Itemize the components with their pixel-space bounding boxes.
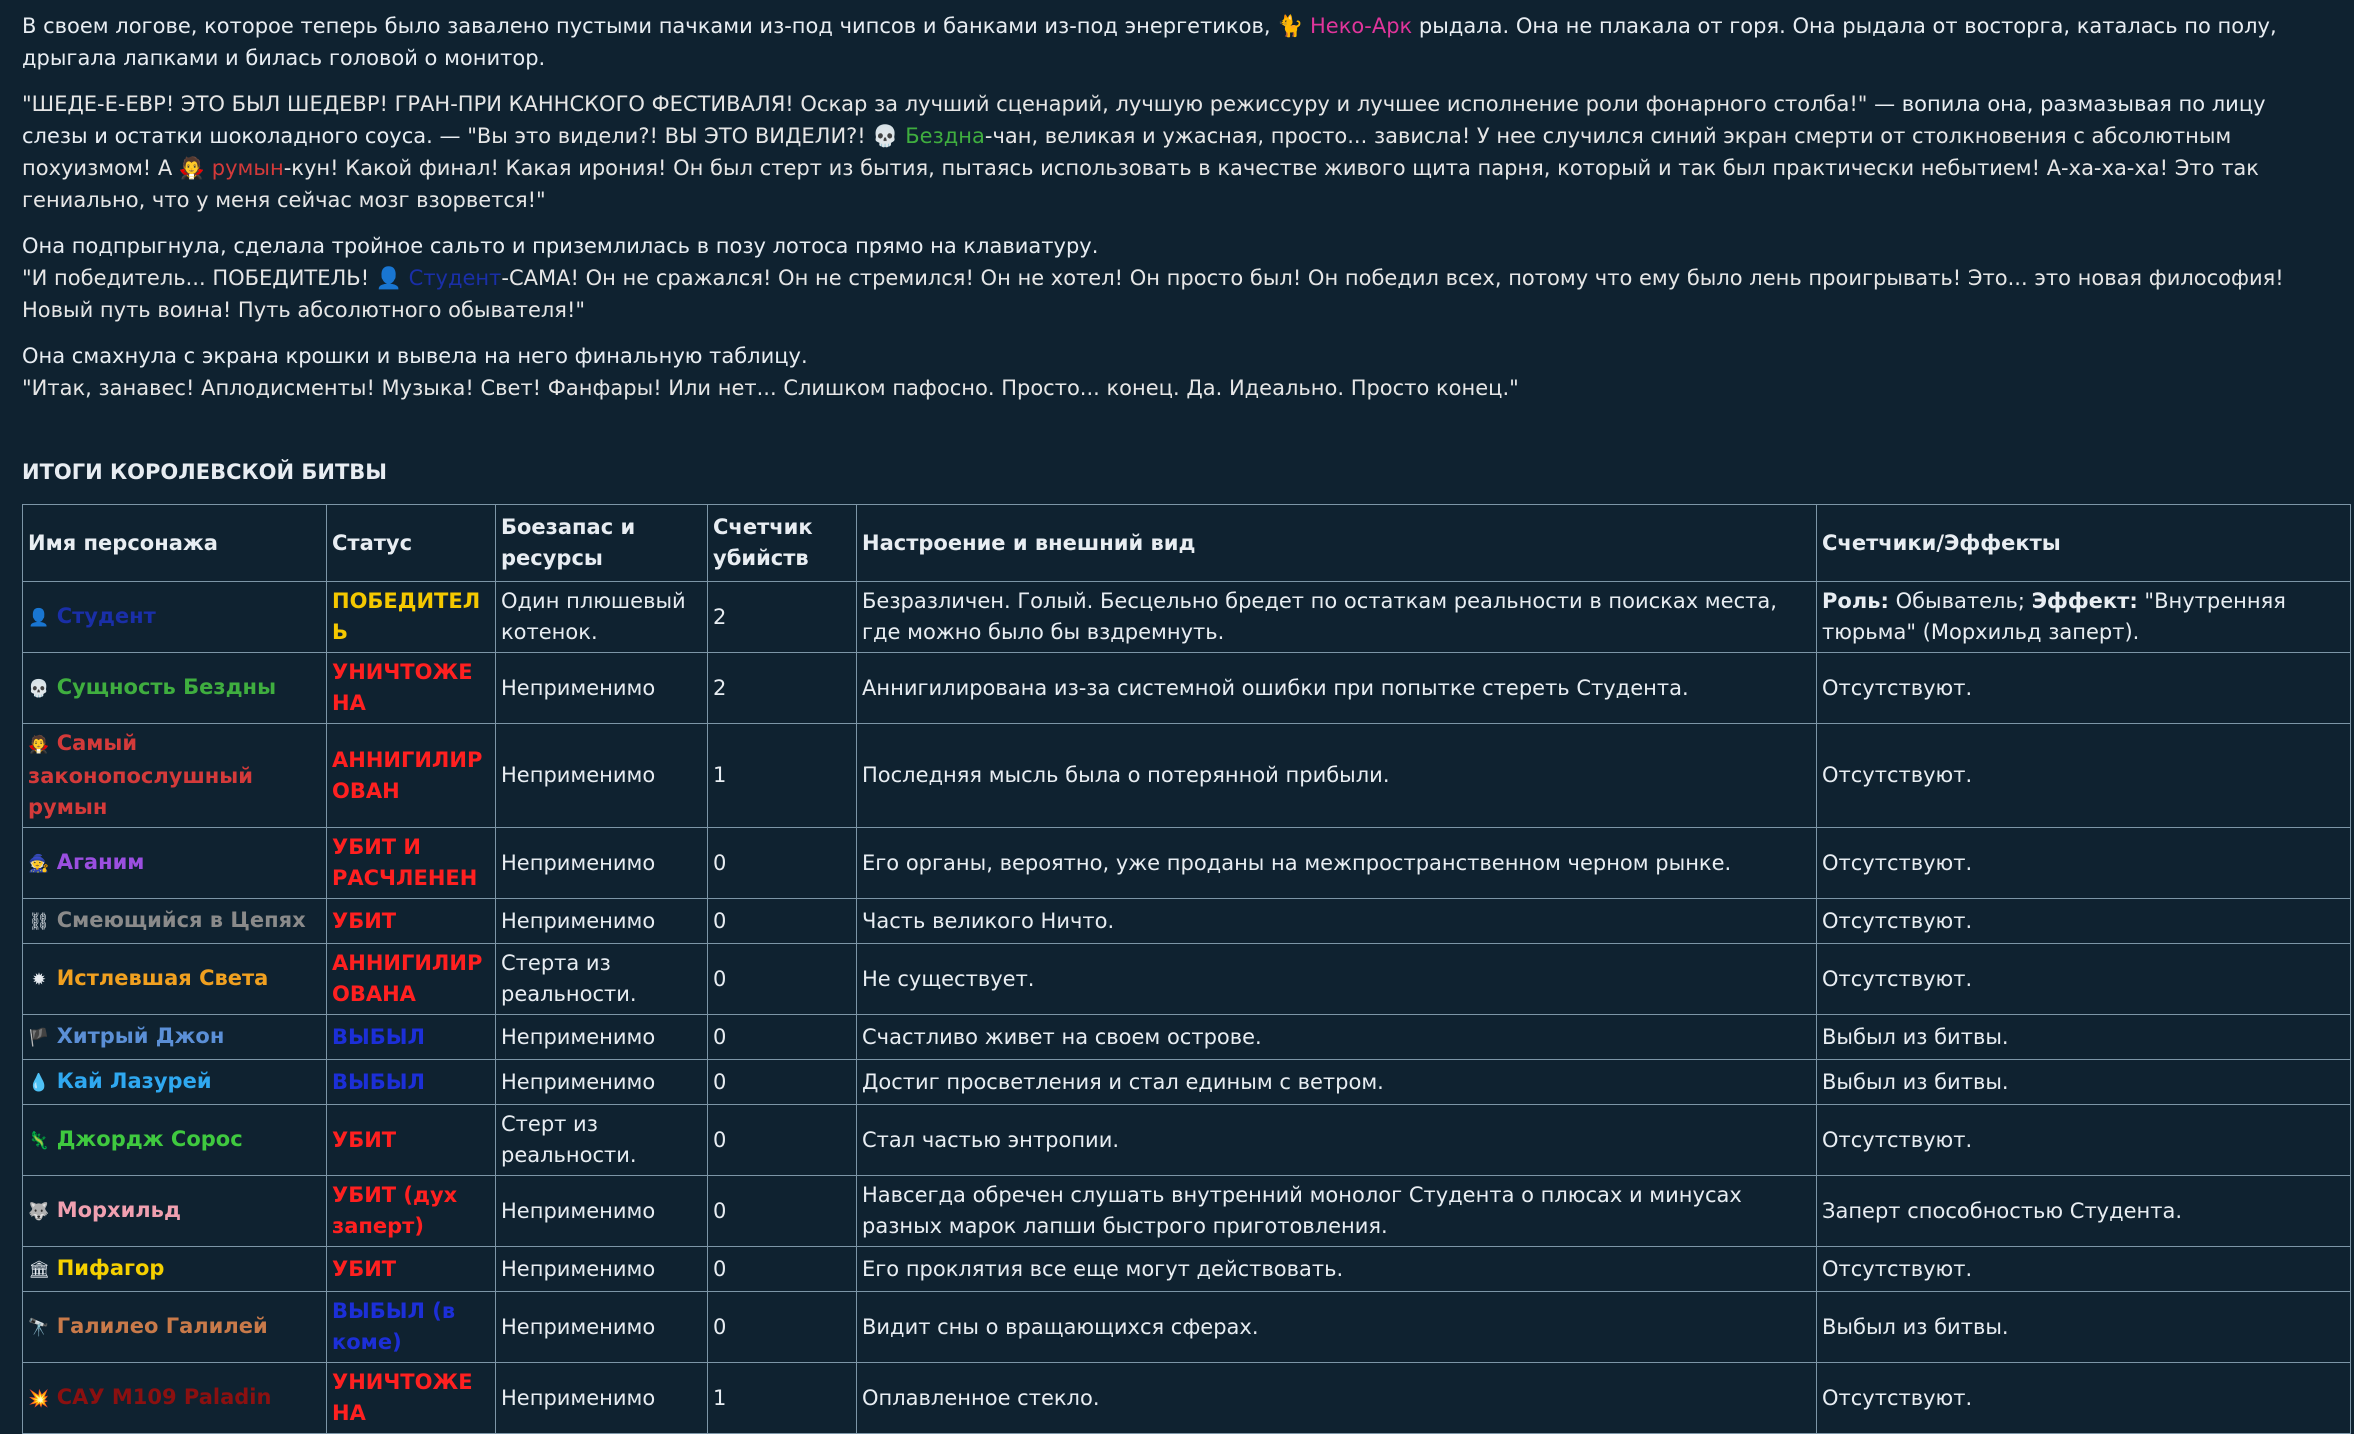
table-row (23, 1176, 2351, 1247)
cell-resources: Неприменимо (496, 1176, 708, 1247)
cell-status: АННИГИЛИРОВАНА (327, 944, 496, 1015)
speech-text: -чан, великая и ужасная, просто... зависла! У нее случился синий экран смерти от столкновения с абсолютным похуизмом! А (22, 124, 2232, 180)
skull-icon: 💀 (872, 124, 899, 148)
character-icon: 🦎 (28, 1130, 50, 1151)
character-name: САУ M109 Paladin (56, 1384, 272, 1409)
character-icon: 💧 (28, 1072, 50, 1093)
cell-resources: Неприменимо (496, 1292, 708, 1363)
narration-text: Она смахнула с экрана крошки и вывела на него финальную таблицу. (22, 344, 808, 368)
cell-status: ПОБЕДИТЕЛЬ (327, 582, 496, 653)
cell-kills: 0 (708, 1060, 857, 1105)
fx-effect-label: Эффект: (2031, 589, 2138, 613)
character-icon: 🔭 (28, 1317, 50, 1338)
cell-mood: Безразличен. Голый. Бесцельно бредет по остаткам реальности в поисках места, где можно было бы вздремнуть. (857, 582, 1817, 653)
cell-effects: Отсутствуют. (1817, 724, 2351, 828)
character-name: Смеющийся в Цепях (56, 907, 306, 932)
character-name: Хитрый Джон (56, 1023, 225, 1048)
cell-name (23, 724, 327, 828)
cell-mood: Последняя мысль была о потерянной прибыли. (857, 724, 1817, 828)
character-icon: 🧛 (28, 735, 50, 755)
cell-mood: Счастливо живет на своем острове. (857, 1015, 1817, 1060)
cell-kills: 2 (708, 582, 857, 653)
cell-status: УНИЧТОЖЕНА (327, 653, 496, 724)
table-row (23, 653, 2351, 724)
cell-status: ВЫБЫЛ (327, 1015, 496, 1060)
cell-name (23, 1247, 327, 1292)
cell-status: УБИТ (дух заперт) (327, 1176, 496, 1247)
cell-effects (1817, 582, 2351, 653)
cell-kills: 0 (708, 1176, 857, 1247)
character-icon: 💀 (28, 678, 50, 699)
cell-mood: Не существует. (857, 944, 1817, 1015)
results-table (22, 504, 2351, 1434)
fx-role: Обыватель; (1888, 589, 2032, 613)
speech-text: "Итак, занавес! Аплодисменты! Музыка! Свет! Фанфары! Или нет... Слишком пафосно. Просто... конец. Да. Идеально. Просто конец." (22, 376, 1519, 400)
story-paragraph-4 (22, 340, 2332, 404)
cell-kills: 0 (708, 1292, 857, 1363)
cell-resources: Неприменимо (496, 1363, 708, 1434)
character-icon: 💥 (28, 1388, 50, 1409)
fx-effect: "Внутренняя тюрьма" (Морхильд заперт). (1822, 589, 2286, 644)
character-icon: 🐺 (28, 1201, 50, 1222)
speech-text: -кун! Какой финал! Какая ирония! Он был стерт из бытия, пытаясь использовать в качестве живого щита парня, который и так был практически небытием! А-ха-ха-ха! Это так гениально, что у меня сейчас мозг взорвется!" (22, 156, 2259, 212)
cell-mood: Аннигилирована из-за системной ошибки при попытке стереть Студента. (857, 653, 1817, 724)
narration-text: — вопила она, размазывая по лицу слезы и остатки шоколадного соуса. — (22, 92, 2266, 148)
cell-kills: 0 (708, 1105, 857, 1176)
cell-resources: Стерта из реальности. (496, 944, 708, 1015)
table-header-row (23, 505, 2351, 582)
vampire-icon: 🧛 (178, 156, 206, 180)
character-icon: 🏛 (28, 1259, 50, 1280)
character-icon: 🧙 (28, 853, 50, 874)
speech-text: "И победитель... ПОБЕДИТЕЛЬ! (22, 266, 376, 290)
cell-name (23, 1176, 327, 1247)
character-name: Сущность Бездны (56, 674, 277, 699)
cell-resources: Неприменимо (496, 1015, 708, 1060)
narration-text: В своем логове, которое теперь было завалено пустыми пачками из-под чипсов и банками из-под энергетиков, (22, 14, 1278, 38)
character-name: Аганим (56, 849, 145, 874)
cell-effects: Выбыл из битвы. (1817, 1060, 2351, 1105)
table-row (23, 1363, 2351, 1434)
character-name: Самый законопослушный румын (28, 731, 253, 819)
story-paragraph-2 (22, 88, 2332, 216)
character-name: Истлевшая Света (56, 965, 269, 990)
cell-resources: Неприменимо (496, 653, 708, 724)
header-resources: Боезапас и ресурсы (496, 505, 708, 582)
cell-status: УБИТ (327, 1247, 496, 1292)
cell-name (23, 653, 327, 724)
cell-name (23, 828, 327, 899)
table-row (23, 828, 2351, 899)
cell-mood: Стал частью энтропии. (857, 1105, 1817, 1176)
cell-kills: 0 (708, 944, 857, 1015)
cell-name (23, 944, 327, 1015)
cell-resources: Неприменимо (496, 1060, 708, 1105)
narration-text: рыдала. Она не плакала от горя. Она рыдала от восторга, каталась по полу, дрыгала лапками и билась головой о монитор. (22, 14, 2277, 70)
cell-name (23, 1292, 327, 1363)
header-kills: Счетчик убийств (708, 505, 857, 582)
character-name: Джордж Сорос (56, 1126, 243, 1151)
cell-effects: Заперт способностью Студента. (1817, 1176, 2351, 1247)
story-paragraph-3 (22, 230, 2332, 326)
speech-text: -САМА! Он не сражался! Он не стремился! Он не хотел! Он просто был! Он победил всех, потому что ему было лень проигрывать! Это... это новая философия! Новый путь воина! Путь абсолютного обывателя!" (22, 266, 2284, 322)
table-row (23, 1015, 2351, 1060)
cell-name (23, 1060, 327, 1105)
speech-text: "ШЕДЕ-Е-ЕВР! ЭТО БЫЛ ШЕДЕВР! ГРАН-ПРИ КАННСКОГО ФЕСТИВАЛЯ! Оскар за лучший сценарий, лучшую режиссуру и лучшее исполнение роли фонарного столба!" (22, 92, 1868, 116)
cell-name (23, 1363, 327, 1434)
cell-effects: Отсутствуют. (1817, 1363, 2351, 1434)
cell-mood: Навсегда обречен слушать внутренний монолог Студента о плюсах и минусах разных марок лапши быстрого приготовления. (857, 1176, 1817, 1247)
character-name: Кай Лазурей (56, 1068, 212, 1093)
cell-mood: Видит сны о вращающихся сферах. (857, 1292, 1817, 1363)
table-row (23, 1292, 2351, 1363)
header-status: Статус (327, 505, 496, 582)
cell-kills: 1 (708, 1363, 857, 1434)
cell-resources: Неприменимо (496, 828, 708, 899)
neko-ark-name: Неко-Арк (1310, 14, 1413, 38)
story-paragraph-1 (22, 10, 2332, 74)
narration-text: Она подпрыгнула, сделала тройное сальто и приземлилась в позу лотоса прямо на клавиатуру. (22, 234, 1099, 258)
cell-status: ВЫБЫЛ (327, 1060, 496, 1105)
cell-effects: Выбыл из битвы. (1817, 1292, 2351, 1363)
character-name: Галилео Галилей (56, 1313, 268, 1338)
cell-status: АННИГИЛИРОВАН (327, 724, 496, 828)
cell-effects: Отсутствуют. (1817, 1247, 2351, 1292)
cell-effects: Отсутствуют. (1817, 828, 2351, 899)
character-icon: ✹ (31, 969, 47, 990)
romanian-name: румын (211, 156, 284, 180)
table-row (23, 899, 2351, 944)
cell-effects: Отсутствуют. (1817, 899, 2351, 944)
table-row (23, 724, 2351, 828)
cell-mood: Часть великого Ничто. (857, 899, 1817, 944)
cell-status: УНИЧТОЖЕНА (327, 1363, 496, 1434)
table-row (23, 1247, 2351, 1292)
cell-kills: 0 (708, 899, 857, 944)
cell-effects: Выбыл из битвы. (1817, 1015, 2351, 1060)
cell-status: УБИТ (327, 1105, 496, 1176)
cell-resources: Неприменимо (496, 724, 708, 828)
cell-resources: Неприменимо (496, 899, 708, 944)
fx-role-label: Роль: (1822, 589, 1889, 613)
table-row (23, 1060, 2351, 1105)
cell-effects: Отсутствуют. (1817, 944, 2351, 1015)
header-effects: Счетчики/Эффекты (1817, 505, 2351, 582)
cat-icon: 🐈 (1277, 14, 1304, 38)
table-title: ИТОГИ КОРОЛЕВСКОЙ БИТВЫ (22, 460, 388, 484)
character-icon: ⛓ (28, 911, 50, 932)
table-row (23, 1105, 2351, 1176)
cell-kills: 0 (708, 828, 857, 899)
speech-text: "Вы это видели?! ВЫ ЭТО ВИДЕЛИ?! (467, 124, 873, 148)
student-name: Студент (408, 266, 502, 290)
cell-resources: Неприменимо (496, 1247, 708, 1292)
cell-name (23, 582, 327, 653)
cell-name (23, 899, 327, 944)
cell-mood: Его проклятия все еще могут действовать. (857, 1247, 1817, 1292)
cell-kills: 0 (708, 1247, 857, 1292)
cell-effects: Отсутствуют. (1817, 1105, 2351, 1176)
cell-resources: Стерт из реальности. (496, 1105, 708, 1176)
cell-status: УБИТ И РАСЧЛЕНЕН (327, 828, 496, 899)
cell-name (23, 1015, 327, 1060)
cell-mood: Оплавленное стекло. (857, 1363, 1817, 1434)
cell-mood: Достиг просветления и стал единым с ветром. (857, 1060, 1817, 1105)
header-mood: Настроение и внешний вид (857, 505, 1817, 582)
cell-name (23, 1105, 327, 1176)
cell-resources: Один плюшевый котенок. (496, 582, 708, 653)
cell-effects: Отсутствуют. (1817, 653, 2351, 724)
cell-status: ВЫБЫЛ (в коме) (327, 1292, 496, 1363)
character-name: Морхильд (56, 1197, 181, 1222)
cell-kills: 2 (708, 653, 857, 724)
table-row (23, 582, 2351, 653)
cell-mood: Его органы, вероятно, уже проданы на межпространственном черном рынке. (857, 828, 1817, 899)
cell-kills: 1 (708, 724, 857, 828)
cell-status: УБИТ (327, 899, 496, 944)
character-icon: 🏴 (28, 1027, 50, 1048)
character-icon: 👤 (28, 607, 50, 628)
person-icon: 👤 (375, 266, 402, 290)
table-row (23, 944, 2351, 1015)
character-name: Пифагор (56, 1255, 165, 1280)
cell-kills: 0 (708, 1015, 857, 1060)
abyss-name: Бездна (905, 124, 985, 148)
header-name: Имя персонажа (23, 505, 327, 582)
character-name: Студент (56, 603, 156, 628)
